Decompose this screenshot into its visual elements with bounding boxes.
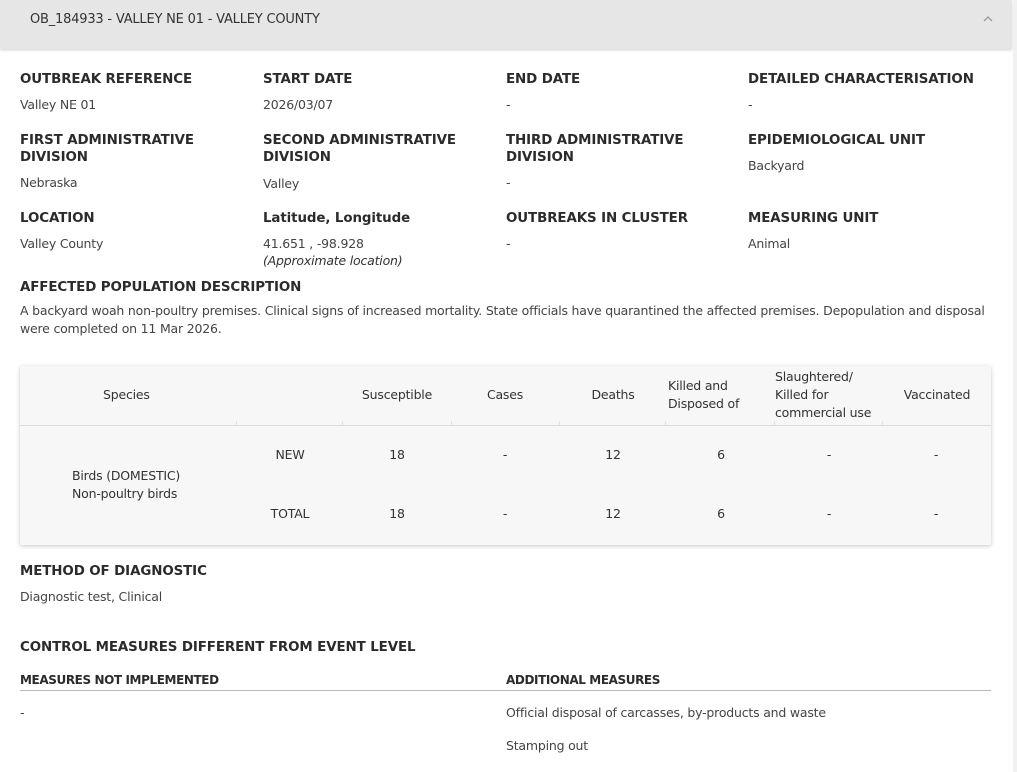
affected-population-label: AFFECTED POPULATION DESCRIPTION [20, 280, 302, 295]
cell-slaughtered: - [826, 447, 832, 462]
cell-slaughtered: - [826, 506, 832, 521]
second-admin-division-value: Valley [263, 176, 300, 191]
cell-cases: - [502, 447, 508, 462]
cell-killed: 6 [717, 447, 725, 462]
header-slaughtered-line2: Killed for [775, 387, 829, 402]
control-measures-title: CONTROL MEASURES DIFFERENT FROM EVENT LEVEL [20, 640, 416, 655]
scrollbar[interactable] [1013, 0, 1017, 772]
header-killed-line1: Killed and [668, 378, 728, 393]
header-killed-line2: Disposed of [668, 396, 740, 411]
location-value: Valley County [20, 236, 104, 251]
first-admin-division-field [20, 132, 255, 191]
detailed-characterisation-field [748, 71, 998, 113]
cell-deaths: 12 [605, 447, 621, 462]
header-susceptible: Susceptible [361, 387, 433, 402]
outbreak-reference-field [20, 71, 255, 113]
affected-population-field [20, 279, 301, 296]
start-date-value: 2026/03/07 [263, 97, 334, 112]
measures-divider [20, 690, 991, 691]
end-date-value: - [506, 97, 511, 112]
species-name [72, 467, 180, 503]
cell-susceptible: 18 [389, 447, 405, 462]
header-cases: Cases [486, 387, 524, 402]
location-label: LOCATION [20, 211, 95, 226]
lat-long-value: 41.651 , -98.928 [263, 236, 364, 251]
measuring-unit-value: Animal [748, 236, 791, 251]
species-name-line2: Non-poultry birds [72, 486, 178, 501]
epidemiological-unit-field [748, 132, 998, 174]
cell-cases: - [502, 506, 508, 521]
measures-not-implemented-header: MEASURES NOT IMPLEMENTED [20, 673, 219, 687]
outbreaks-in-cluster-value: - [506, 236, 511, 251]
approximate-location-note: (Approximate location) [263, 253, 403, 268]
header-killed-disposed [668, 377, 768, 413]
row-type: NEW [275, 447, 305, 462]
location-field [20, 210, 255, 252]
affected-population-description: A backyard woah non-poultry premises. Clinical signs of increased mortality. State officials have quarantined the affected premises. Depopulation and disposal were completed on 11 Mar 2026. [20, 303, 985, 336]
end-date-field [506, 71, 741, 113]
second-admin-division-label-line1: SECOND ADMINISTRATIVE [263, 133, 456, 148]
header-deaths: Deaths [591, 387, 635, 402]
table-header-divider [20, 425, 991, 426]
additional-measures-header: ADDITIONAL MEASURES [506, 673, 660, 687]
epidemiological-unit-label: EPIDEMIOLOGICAL UNIT [748, 133, 925, 148]
lat-long-field [263, 210, 498, 269]
cell-susceptible: 18 [389, 506, 405, 521]
additional-measure-item: Official disposal of carcasses, by-products and waste [506, 705, 826, 720]
third-admin-division-value: - [506, 175, 511, 190]
method-of-diagnostic-label: METHOD OF DIAGNOSTIC [20, 564, 207, 579]
species-name-line1: Birds (DOMESTIC) [72, 468, 181, 483]
second-admin-division-field [263, 132, 498, 192]
header-species: Species [103, 387, 150, 402]
outbreak-panel-header[interactable] [0, 0, 1012, 49]
detailed-characterisation-label: DETAILED CHARACTERISATION [748, 72, 974, 87]
header-vaccinated: Vaccinated [903, 387, 971, 402]
cell-killed: 6 [717, 506, 725, 521]
outbreak-reference-label: OUTBREAK REFERENCE [20, 72, 193, 87]
outbreak-reference-value: Valley NE 01 [20, 97, 96, 112]
additional-measure-item: Stamping out [506, 738, 588, 753]
epidemiological-unit-value: Backyard [748, 158, 805, 173]
first-admin-division-label: FIRST ADMINISTRATIVE DIVISION [20, 133, 194, 165]
third-admin-division-field [506, 132, 746, 191]
species-table [20, 366, 991, 545]
cell-vaccinated: - [933, 447, 939, 462]
outbreaks-in-cluster-field [506, 210, 741, 252]
third-admin-division-label: THIRD ADMINISTRATIVE DIVISION [506, 133, 684, 165]
measuring-unit-label: MEASURING UNIT [748, 211, 879, 226]
cell-deaths: 12 [605, 506, 621, 521]
outbreaks-in-cluster-label: OUTBREAKS IN CLUSTER [506, 211, 688, 226]
end-date-label: END DATE [506, 72, 581, 87]
header-slaughtered-line3: commercial use [775, 405, 872, 420]
header-slaughtered [775, 368, 885, 422]
first-admin-division-value: Nebraska [20, 175, 78, 190]
lat-long-label: Latitude, Longitude [263, 211, 411, 226]
second-admin-division-label-line2: DIVISION [263, 150, 331, 165]
cell-vaccinated: - [933, 506, 939, 521]
method-of-diagnostic-value: Diagnostic test, Clinical [20, 589, 163, 604]
start-date-label: START DATE [263, 72, 353, 87]
detailed-characterisation-value: - [748, 97, 753, 112]
outbreak-panel-title: OB_184933 - VALLEY NE 01 - VALLEY COUNTY [30, 12, 320, 27]
chevron-up-icon[interactable] [982, 13, 994, 25]
measure-not-implemented-item: - [20, 705, 25, 720]
header-slaughtered-line1: Slaughtered/ [775, 369, 853, 384]
method-of-diagnostic-field [20, 563, 420, 605]
start-date-field [263, 71, 498, 113]
measuring-unit-field [748, 210, 998, 252]
row-type: TOTAL [270, 506, 310, 521]
